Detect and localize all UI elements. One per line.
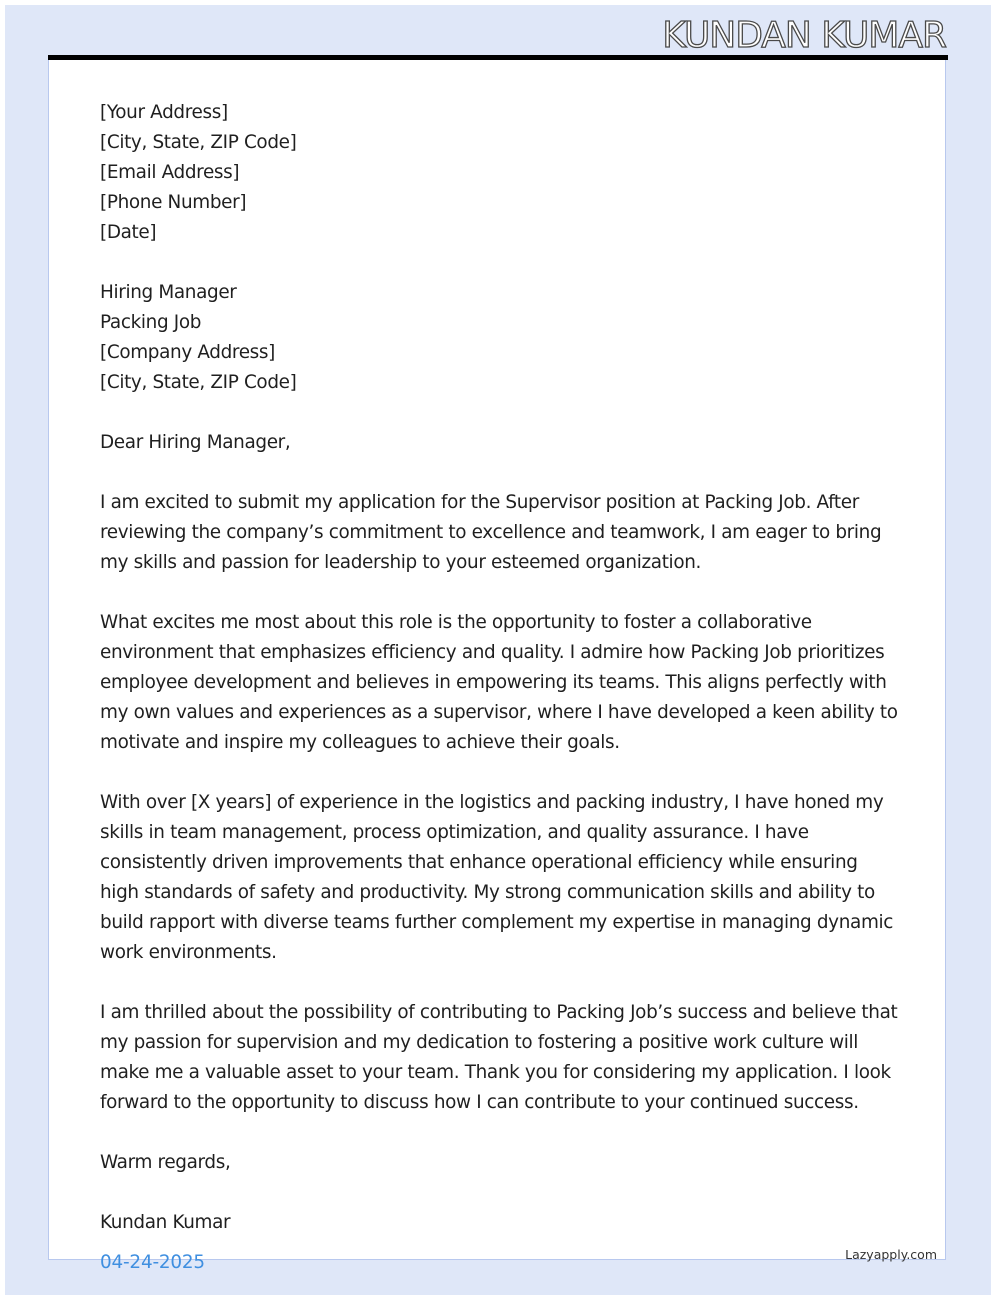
paragraph-line: skills in team management, process optimization, and quality assurance. I have	[100, 822, 809, 843]
salutation: Dear Hiring Manager,	[100, 432, 291, 453]
paragraph-line: work environments.	[100, 942, 277, 963]
paragraph-line: environment that emphasizes efficiency and quality. I admire how Packing Job prioritizes	[100, 642, 885, 663]
sender-date: [Date]	[100, 222, 157, 243]
signature-name: Kundan Kumar	[100, 1212, 231, 1233]
recipient-company: Packing Job	[100, 312, 202, 333]
paragraph-line: What excites me most about this role is the opportunity to foster a collaborative	[100, 612, 812, 633]
recipient-block	[100, 278, 900, 398]
sender-city-state-zip: [City, State, ZIP Code]	[100, 132, 297, 153]
paragraph-line: my passion for supervision and my dedication to fostering a positive work culture will	[100, 1032, 859, 1053]
applicant-name-heading: KUNDAN KUMAR	[662, 15, 946, 56]
paragraph-line: consistently driven improvements that enhance operational efficiency while ensuring	[100, 852, 858, 873]
body-paragraph-4	[100, 998, 900, 1118]
paragraph-line: forward to the opportunity to discuss how I can contribute to your continued success.	[100, 1092, 859, 1113]
paragraph-line: build rapport with diverse teams further complement my expertise in managing dynamic	[100, 912, 894, 933]
recipient-company-address: [Company Address]	[100, 342, 275, 363]
sender-email: [Email Address]	[100, 162, 240, 183]
paragraph-line: make me a valuable asset to your team. Thank you for considering my application. I look	[100, 1062, 891, 1083]
closing: Warm regards,	[100, 1152, 231, 1173]
signature-date: 04-24-2025	[100, 1252, 205, 1273]
cover-letter-body	[100, 98, 900, 1238]
paragraph-line: I am thrilled about the possibility of contributing to Packing Job’s success and believe that	[100, 1002, 898, 1023]
paragraph-line: With over [X years] of experience in the logistics and packing industry, I have honed my	[100, 792, 884, 813]
paragraph-line: reviewing the company’s commitment to excellence and teamwork, I am eager to bring	[100, 522, 882, 543]
watermark-link[interactable]: Lazyapply.com	[845, 1247, 937, 1262]
sender-block	[100, 98, 900, 248]
recipient-city-state-zip: [City, State, ZIP Code]	[100, 372, 297, 393]
body-paragraph-3	[100, 788, 900, 968]
paragraph-line: motivate and inspire my colleagues to achieve their goals.	[100, 732, 620, 753]
paragraph-line: high standards of safety and productivity. My strong communication skills and ability to	[100, 882, 875, 903]
body-paragraph-2	[100, 608, 900, 758]
paragraph-line: my skills and passion for leadership to your esteemed organization.	[100, 552, 702, 573]
paragraph-line: I am excited to submit my application for the Supervisor position at Packing Job. After	[100, 492, 859, 513]
recipient-title: Hiring Manager	[100, 282, 237, 303]
body-paragraph-1	[100, 488, 900, 578]
paragraph-line: my own values and experiences as a supervisor, where I have developed a keen ability to	[100, 702, 898, 723]
sender-phone: [Phone Number]	[100, 192, 247, 213]
paragraph-line: employee development and believes in empowering its teams. This aligns perfectly with	[100, 672, 887, 693]
sender-address: [Your Address]	[100, 102, 228, 123]
